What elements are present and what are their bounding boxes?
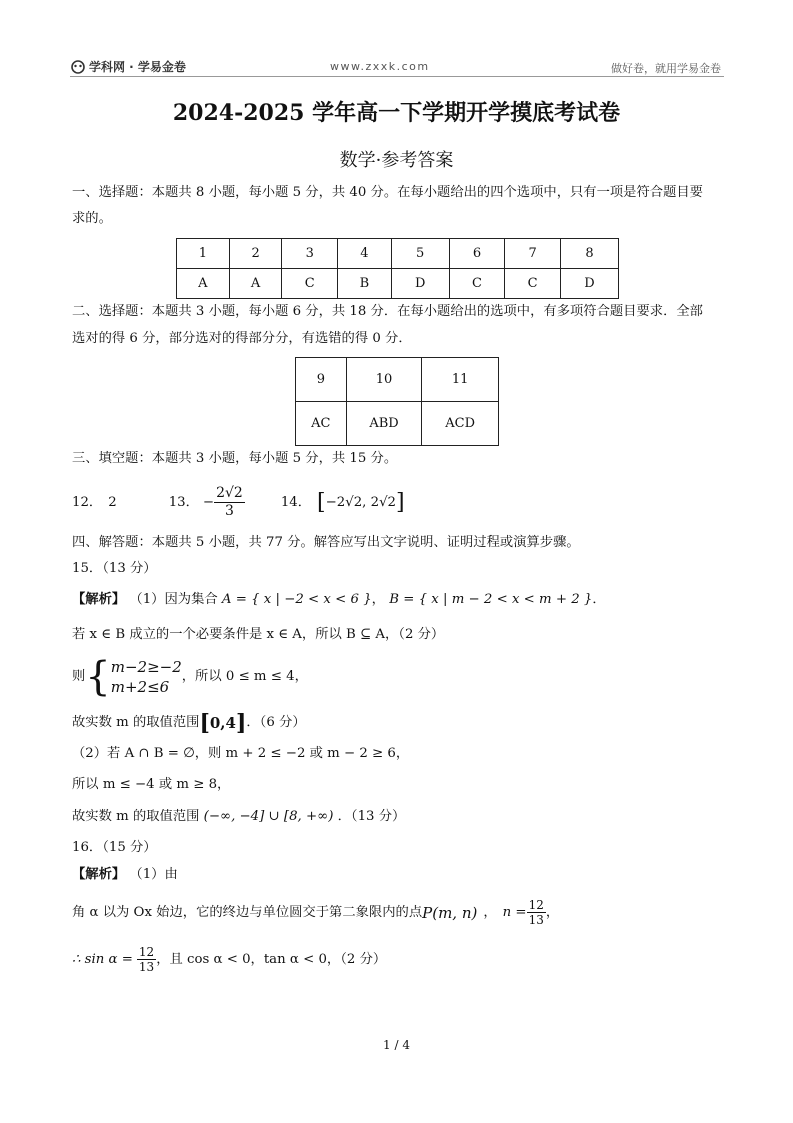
table-cell: B [338,269,392,299]
system-line-2: m+2≤6 [110,678,170,696]
q16-n-eq: n = [502,904,527,920]
q15-line3-post: ，所以 0 ≤ m ≤ 4， [181,669,308,684]
page-title: 2024-2025 学年高一下学期开学摸底考试卷 [172,100,621,126]
q15-set-a: A = { x | −2 < x < 6 } [221,592,372,607]
q16-head: 16．（15 分） [72,840,157,855]
q13-fraction [214,485,245,520]
inequality-system [111,657,182,697]
q13-denominator: 3 [224,503,234,519]
q15-line1-pre: （1）因为集合 [129,592,218,607]
q15-line6: 所以 m ≤ −4 或 m ≥ 8， [72,777,231,792]
q15-head: 15．（13 分） [72,561,157,576]
header-divider [70,76,724,77]
left-bracket-icon: [ [317,489,326,515]
table-cell: 6 [449,239,505,269]
q16-line3 [72,945,386,974]
page-subtitle: 数学·参考答案 [339,150,454,171]
fraction-numerator: 12 [138,945,155,959]
header-logo [70,58,186,75]
q15-line7-post: ．（13 分） [337,809,406,824]
table-cell: 9 [296,358,347,402]
q12-label: 12． [72,494,103,510]
fraction-numerator: 12 [528,898,544,912]
q15-line7-pre: 故实数 m 的取值范围 [72,809,200,824]
section3-line1: 三、填空题：本题共 3 小题，每小题 5 分，共 15 分。 [72,451,398,466]
q15-line4 [72,710,306,736]
table-cell: 1 [177,239,230,269]
q12-answer: 2 [108,494,117,510]
system-line-1: m−2≥−2 [110,658,182,676]
table-cell: 2 [229,239,282,269]
q16-line1-text: （1）由 [129,867,178,882]
brace-icon: { [85,654,111,700]
table-row-numbers [177,239,619,269]
table-cell: 3 [282,239,338,269]
header-url: www.zxxk.com [330,60,430,73]
table-cell: 11 [422,358,499,402]
q16-point: P(m, n) [422,903,478,922]
table-cell: 10 [346,358,422,402]
q16-tag: 【解析】 [72,867,126,882]
q16-line3-pre: ∴ sin α = [72,951,133,967]
q15-line3-pre: 则 [72,669,86,684]
q15-line4-post: ．（6 分） [246,715,306,730]
table-cell: AC [296,402,347,446]
table-cell: C [282,269,338,299]
table-row-answers [296,402,499,446]
table-cell: C [449,269,505,299]
q15-set-b: B = { x | m − 2 < x < m + 2 } [389,592,593,607]
section1-line2: 求的。 [72,211,112,226]
q13-sign: − [202,494,215,510]
header-slogan: 做好卷，就用学易金卷 [611,62,721,75]
left-bracket-icon: [ [199,710,210,736]
q16-fraction-sin [137,945,156,974]
answer-table-1 [176,238,619,299]
table-cell: A [229,269,282,299]
q16-line1 [72,862,178,888]
q15-line7 [72,804,405,830]
q14-label: 14． [280,494,312,510]
table-cell: 4 [338,239,392,269]
table-cell: ABD [346,402,422,446]
table-cell: D [391,269,449,299]
q15-line4-pre: 故实数 m 的取值范围 [72,715,200,730]
table-cell: 5 [391,239,449,269]
answer-table-2 [295,357,499,446]
section4-line1: 四、解答题：本题共 5 小题，共 77 分。解答应写出文字说明、证明过程或演算步骤。 [72,535,580,550]
table-cell: A [177,269,230,299]
table-cell: 8 [560,239,618,269]
table-row-answers [177,269,619,299]
q15-range2: (−∞, −4] ∪ [8, +∞) [203,809,334,824]
fraction-denominator: 13 [138,960,155,974]
page-number: 1 / 4 [383,1038,410,1052]
logo-text: 学科网 · 学易金卷 [89,60,186,74]
q16-line2: 角 α 以为 Ox 始边，它的终边与单位圆交于第二象限内的点 P(m, n) ， n = $\frac{12}{13}$ ， [72,898,560,927]
q14-answer: −2√2, 2√2 [325,494,397,510]
table-cell: 7 [505,239,561,269]
q13-label: 13． [168,494,199,510]
q15-line2: 若 x ∈ B 成立的一个必要条件是 x ∈ A，所以 B ⊆ A，（2 分） [72,627,445,642]
q15-line5: （2）若 A ∩ B = ∅，则 m + 2 ≤ −2 或 m − 2 ≥ 6， [72,746,410,761]
right-bracket-icon: ] [235,710,247,736]
q15-tag: 【解析】 [72,592,126,607]
fraction-denominator: 13 [528,913,544,927]
q15-line1: 【解析】 （1）因为集合 A = { x | −2 < x < 6 }， B = { x | m − 2 < x < m + 2 }． [72,592,606,607]
q15-range1: 0,4 [209,714,236,732]
table-cell: C [505,269,561,299]
q13-numerator: 2√2 [216,485,243,501]
q15-line3 [72,655,308,699]
section2-line2: 选对的得 6 分，部分选对的得部分分，有选错的得 0 分． [72,331,412,346]
table-cell: D [560,269,618,299]
q16-line2-pre: 角 α 以为 Ox 始边，它的终边与单位圆交于第二象限内的点 [72,904,423,920]
logo-icon [70,60,86,74]
table-row-numbers [296,358,499,402]
section2-line1: 二、选择题：本题共 3 小题，每小题 6 分，共 18 分．在每小题给出的选项中，有多项符合题目要求．全部 [72,304,703,319]
table-cell: ACD [422,402,499,446]
right-bracket-icon: ] [396,489,405,515]
section1-line1: 一、选择题：本题共 8 小题，每小题 5 分，共 40 分。在每小题给出的四个选项中，只有一项是符合题目要 [72,185,703,200]
fill-answers-row [72,485,405,520]
q16-fraction-n [527,898,546,927]
q16-line3-post: ，且 cos α < 0，tan α < 0，（2 分） [156,951,387,967]
